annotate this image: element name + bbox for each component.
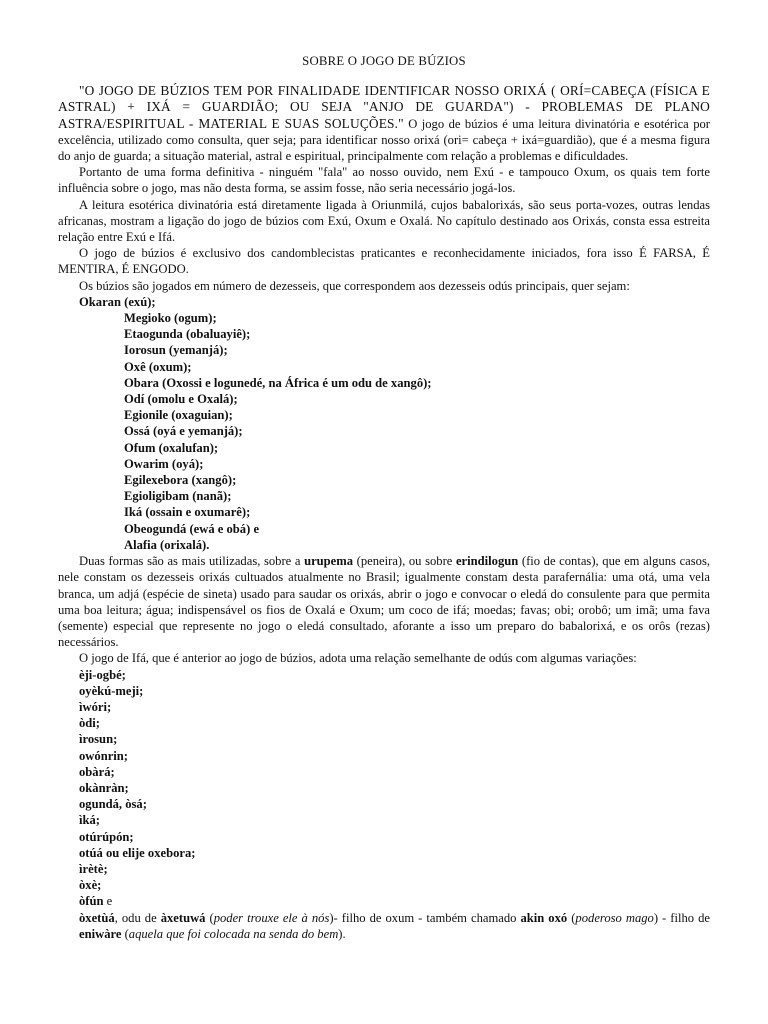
last-text-3: )- filho de oxum - também chamado	[329, 910, 521, 925]
term-translation-1: poder trouxe ele à nós	[213, 910, 330, 925]
term-translation-3: aquela que foi colocada na senda do bem	[128, 926, 339, 941]
odu-list-first: Okaran (exú);	[79, 294, 156, 309]
last-text-4: (	[567, 910, 576, 925]
last-text-6: (	[121, 926, 129, 941]
odu-list-item: Megioko (ogum);	[124, 311, 217, 326]
odu-list-item: Etaogunda (obaluayiê);	[124, 327, 251, 342]
intro-paragraph	[58, 83, 710, 164]
ifa-intro: O jogo de Ifá, que é anterior ao jogo de búzios, adota uma relação semelhante de odús com algumas variações:	[79, 651, 637, 666]
ifa-odu-list	[58, 667, 710, 894]
term-erindilogun: erindilogun	[455, 554, 519, 569]
paragraph-exclusive: O jogo de búzios é exclusivo dos candomblecistas praticantes e reconhecidamente iniciados, fora isso É FARSA, É MENTIRA, É ENGODO.	[58, 246, 710, 277]
paragraph-definitive: Portanto de uma forma definitiva - ninguém "fala" ao nosso ouvido, nem Exú - e tampouco Oxum, os quais tem forte influência sobre o jogo, mas não desta forma, se assim fosse, não seria necessário jogá-los.	[58, 165, 710, 196]
odus-intro: Os búzios são jogados em número de dezesseis, que correspondem aos dezesseis odús principais, quer sejam:	[79, 278, 630, 293]
ifa-odu-list-item: ìrosun;	[79, 732, 118, 747]
ifa-ofun-suffix: e	[103, 894, 113, 909]
forms-text-3: (fio de contas), que em alguns casos, nele constam os dezesseis orixás cultuados atualmente no Brasil; igualmente constam desta parafernália: uma otá, uma vela branca, um adjá (espécie de sineta) usado para saudar os orixás, abrir o jogo e convocar o eledá do consulente para que permita uma boa leitura; água; indispensável os fios de Oxalá e Oxum; um coco de ifá; moedas; favas; obi; orobô; um imã; uma fava (semente) especial que represente no jogo o eledá consultado, aforante a isso um preparo do babalorixá, e os orôs (rezas) necessários.	[58, 554, 710, 650]
ifa-odu-list-item: ogundá, òsá;	[79, 797, 147, 812]
document-title: SOBRE O JOGO DE BÚZIOS	[302, 54, 466, 68]
ifa-odu-list-item: èji-ogbé;	[79, 667, 126, 682]
term-translation-2: poderoso mago	[575, 910, 654, 925]
ifa-odu-list-item: otúá ou elije oxebora;	[79, 845, 196, 860]
ifa-odu-list-item: ìwóri;	[79, 699, 112, 714]
term-eniware: eniwàre	[79, 926, 122, 941]
ifa-last-paragraph	[79, 910, 710, 942]
ifa-odu-list-item: ìrètè;	[79, 861, 108, 876]
odu-list-item: Iorosun (yemanjá);	[124, 343, 228, 358]
odu-list-item: Owarim (oyá);	[124, 456, 204, 471]
ifa-odu-list-item: òdi;	[79, 716, 100, 731]
odu-list-item: Egilexebora (xangô);	[124, 473, 237, 488]
ifa-odu-list-item: ìká;	[79, 813, 100, 828]
ifa-odu-list-item: owónrin;	[79, 748, 128, 763]
odu-list-item: Ossá (oyá e yemanjá);	[124, 424, 243, 439]
last-text-7: ).	[338, 926, 346, 941]
last-text-1: , odu de	[114, 910, 161, 925]
odu-list-item: Alafia (orixalá).	[124, 537, 210, 552]
odu-list-item: Egionile (oxaguian);	[124, 408, 233, 423]
paragraph-forms	[58, 553, 710, 650]
term-axetuwa: àxetuwá	[160, 910, 206, 925]
term-oxetua: òxetùá	[79, 910, 115, 925]
forms-text-1: Duas formas são as mais utilizadas, sobre a	[79, 554, 305, 569]
odu-list-item: Oxê (oxum);	[124, 359, 192, 374]
odu-list-item: Obeogundá (ewá e obá) e	[124, 521, 260, 536]
paragraph-esoteric: A leitura esotérica divinatória está diretamente ligada à Oriunmilá, cujos babalorixás, são seus porta-vozes, outras lendas africanas, mostram a ligação do jogo de búzios com Exú, Oxum e Oxalá. No capítulo destinado aos Orixás, consta essa estreita relação entre Exú e Ifá.	[58, 197, 710, 245]
ifa-odu-list-item: otúrúpón;	[79, 829, 134, 844]
ifa-ofun-line	[79, 893, 710, 909]
ifa-odu-list-item: obàrá;	[79, 764, 115, 779]
odu-list-item: Ofum (oxalufan);	[124, 440, 219, 455]
odu-list	[58, 310, 710, 553]
ifa-odu-list-item: okànràn;	[79, 780, 129, 795]
odu-list-item: Obara (Oxossi e logunedé, na África é um odu de xangô);	[124, 375, 432, 390]
ifa-ofun: òfún	[79, 894, 104, 909]
odu-list-item: Iká (ossain e oxumarê);	[124, 505, 251, 520]
last-text-2: (	[205, 910, 214, 925]
odu-list-item: Odí (omolu e Oxalá);	[124, 392, 238, 407]
intro-body-text: O jogo de búzios é uma leitura divinatória e esotérica por excelência, utilizado como consulta, quer seja; para identificar nosso orixá (ori= cabeça + ixá=guardião), que é a mesma figura do anjo de guarda; a situação material, astral e espiritual, principalmente com relação a problemas e dificuldades.	[58, 116, 710, 164]
term-urupema: urupema	[304, 554, 354, 569]
forms-text-2: (peneira), ou sobre	[353, 554, 456, 569]
term-akin-oxo: akin oxó	[520, 910, 568, 925]
odu-list-item: Egioligibam (nanã);	[124, 489, 232, 504]
intro-caps-text: "O JOGO DE BÚZIOS TEM POR FINALIDADE IDENTIFICAR NOSSO ORIXÁ ( ORÍ=CABEÇA (FÍSICA E ASTRAL) + IXÁ = GUARDIÃO; OU SEJA "ANJO DE GUARDA") - PROBLEMAS DE PLANO ASTRA/ESPIRITUAL - MATERIAL E SUAS SOLUÇÕES."	[58, 83, 710, 131]
ifa-odu-list-item: oyèkú-meji;	[79, 683, 144, 698]
last-text-5: ) - filho de	[653, 910, 710, 925]
ifa-odu-list-item: òxè;	[79, 878, 102, 893]
